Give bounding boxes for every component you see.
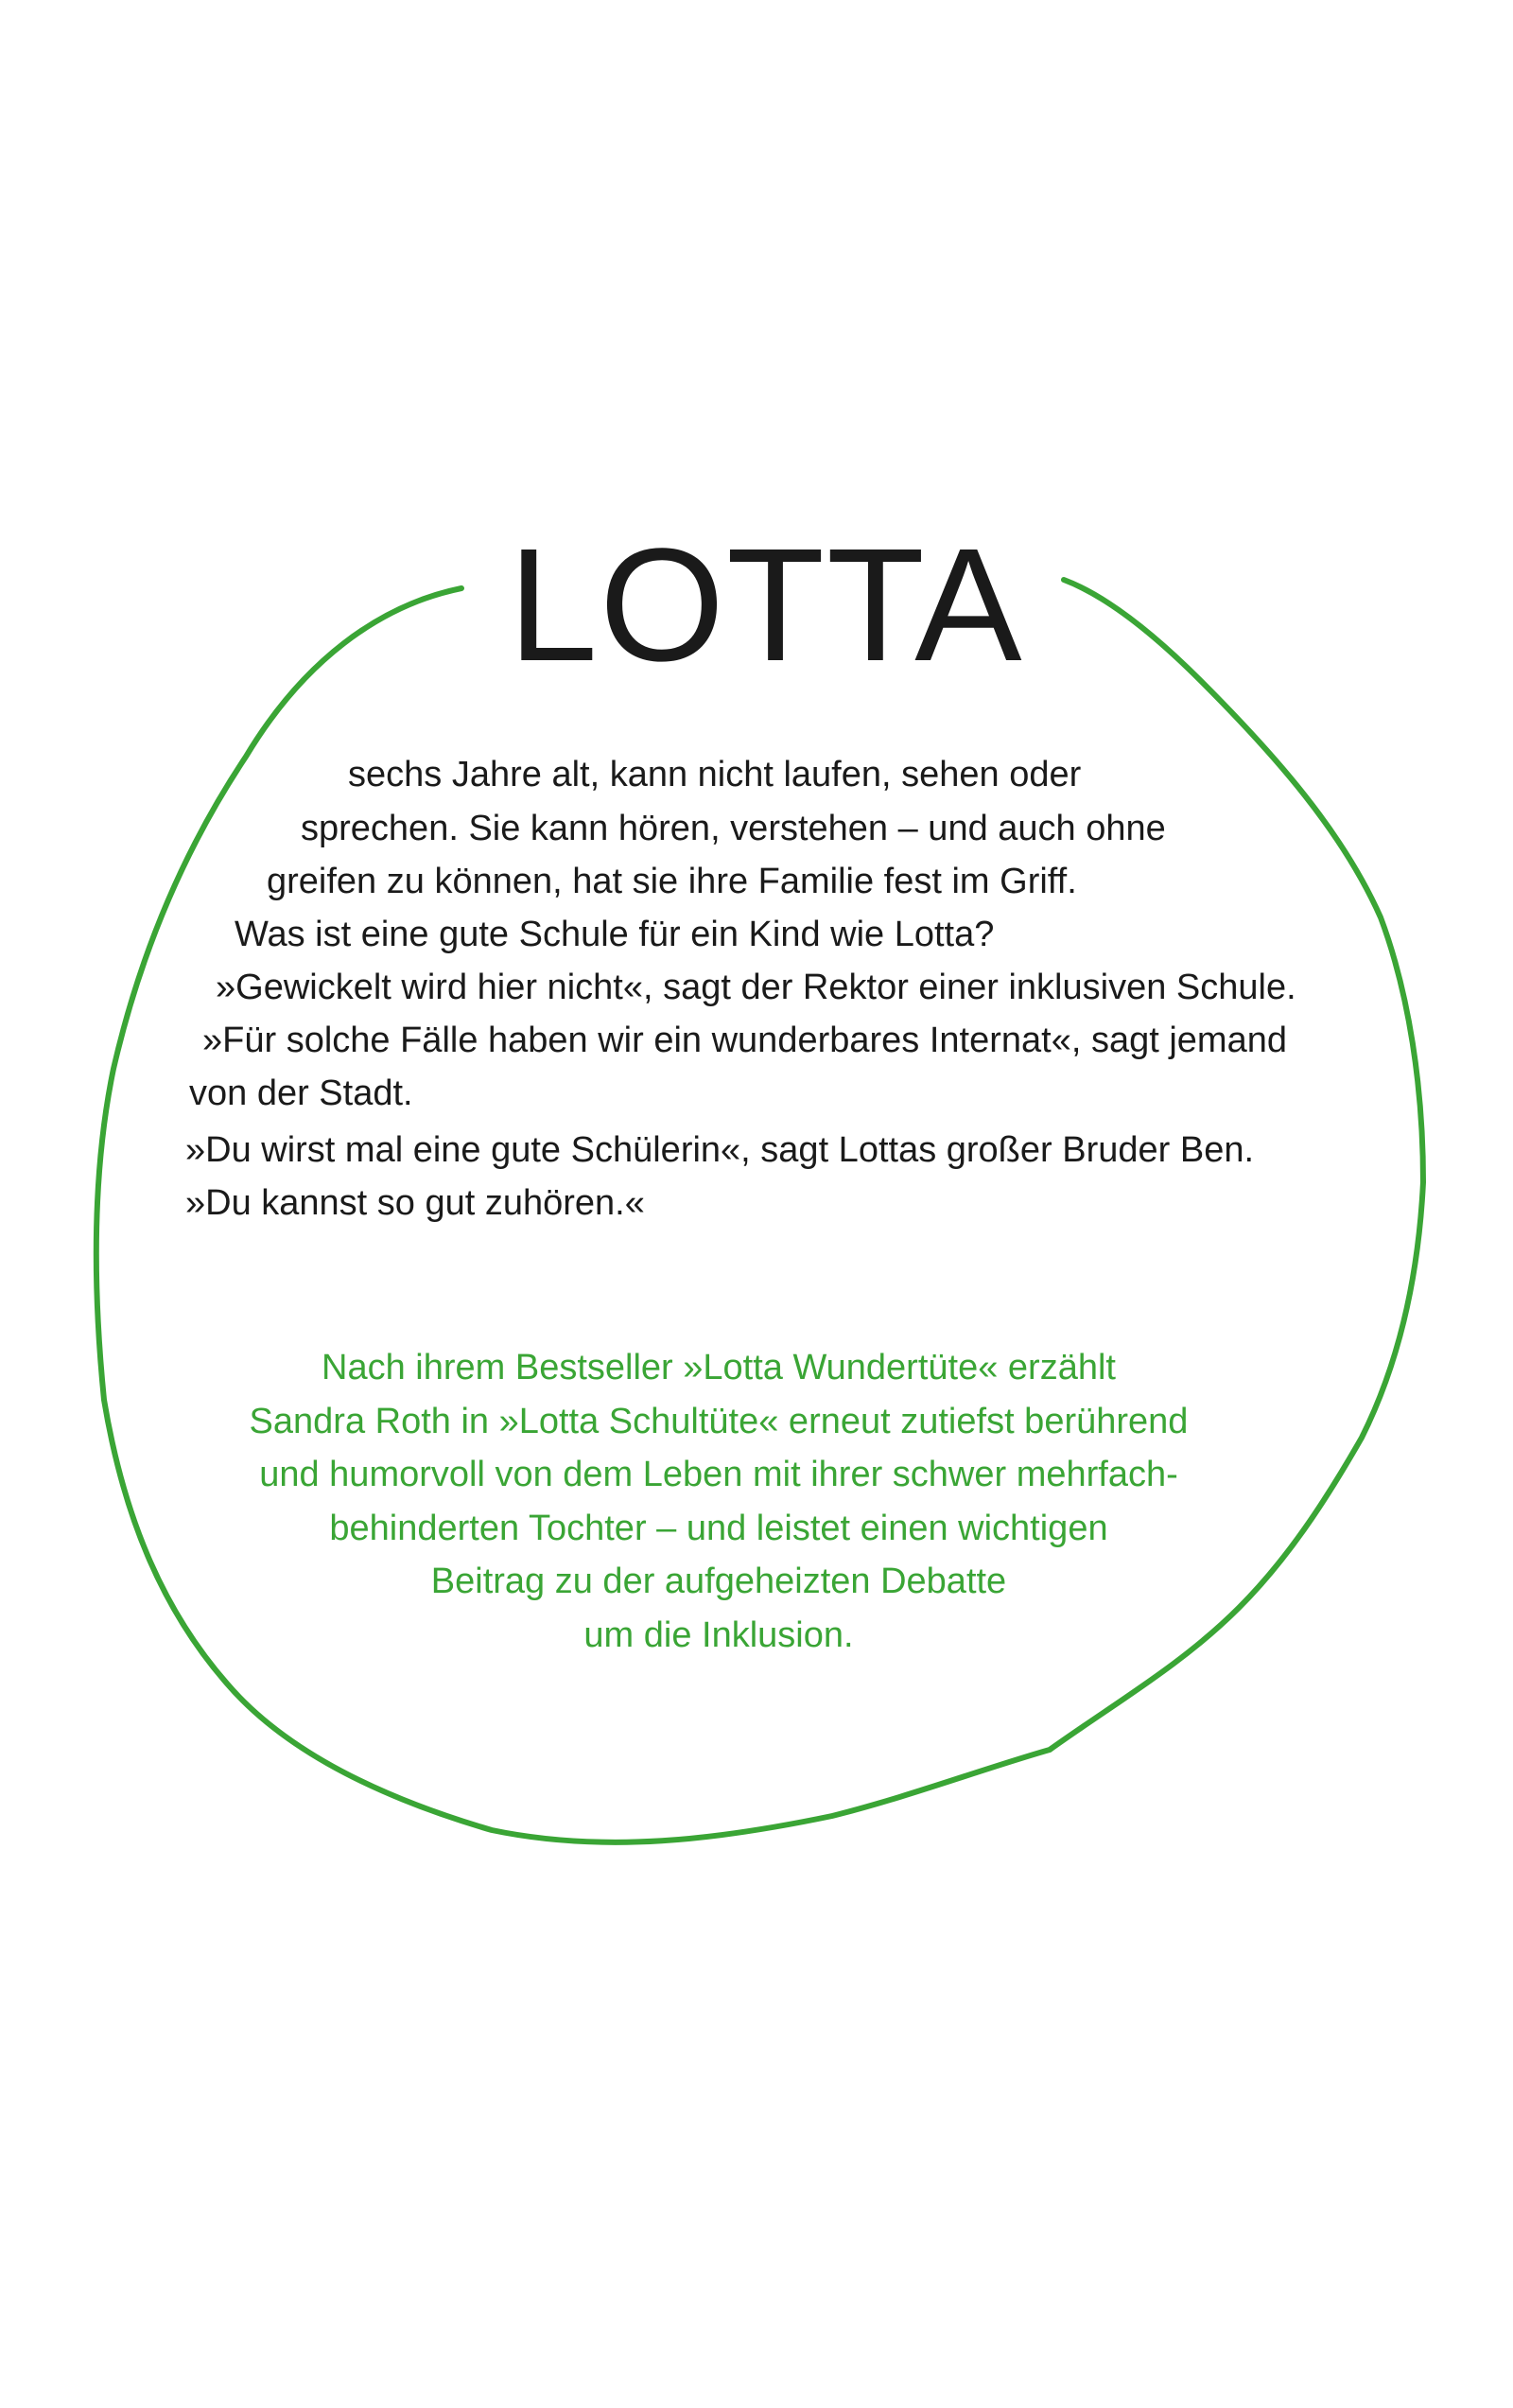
page-title: LOTTA xyxy=(508,515,1024,695)
blurb-line: und humorvoll von dem Leben mit ihrer schwer mehrfach- xyxy=(259,1455,1178,1494)
blurb-line: Sandra Roth in »Lotta Schultüte« erneut zutiefst berührend xyxy=(249,1402,1189,1441)
intro-line: »Du wirst mal eine gute Schülerin«, sagt Lottas großer Bruder Ben. xyxy=(185,1130,1255,1170)
blurb-line: um die Inklusion. xyxy=(583,1615,854,1655)
intro-line: »Du kannst so gut zuhören.« xyxy=(185,1183,645,1223)
intro-line: »Gewickelt wird hier nicht«, sagt der Rektor einer inklusiven Schule. xyxy=(216,968,1296,1007)
intro-line: sechs Jahre alt, kann nicht laufen, sehen oder xyxy=(348,755,1082,794)
blurb-line: Nach ihrem Bestseller »Lotta Wundertüte« erzählt xyxy=(322,1348,1116,1387)
intro-line: von der Stadt. xyxy=(189,1073,413,1113)
blurb-line: behinderten Tochter – und leistet einen wichtigen xyxy=(329,1509,1108,1548)
intro-line: greifen zu können, hat sie ihre Familie fest im Griff. xyxy=(267,862,1077,901)
blurb-line: Beitrag zu der aufgeheizten Debatte xyxy=(430,1562,1007,1601)
intro-line: »Für solche Fälle haben wir ein wunderbares Internat«, sagt jemand xyxy=(202,1021,1287,1060)
intro-line: Was ist eine gute Schule für ein Kind wie Lotta? xyxy=(235,915,995,954)
intro-line: sprechen. Sie kann hören, verstehen – und auch ohne xyxy=(301,809,1166,848)
